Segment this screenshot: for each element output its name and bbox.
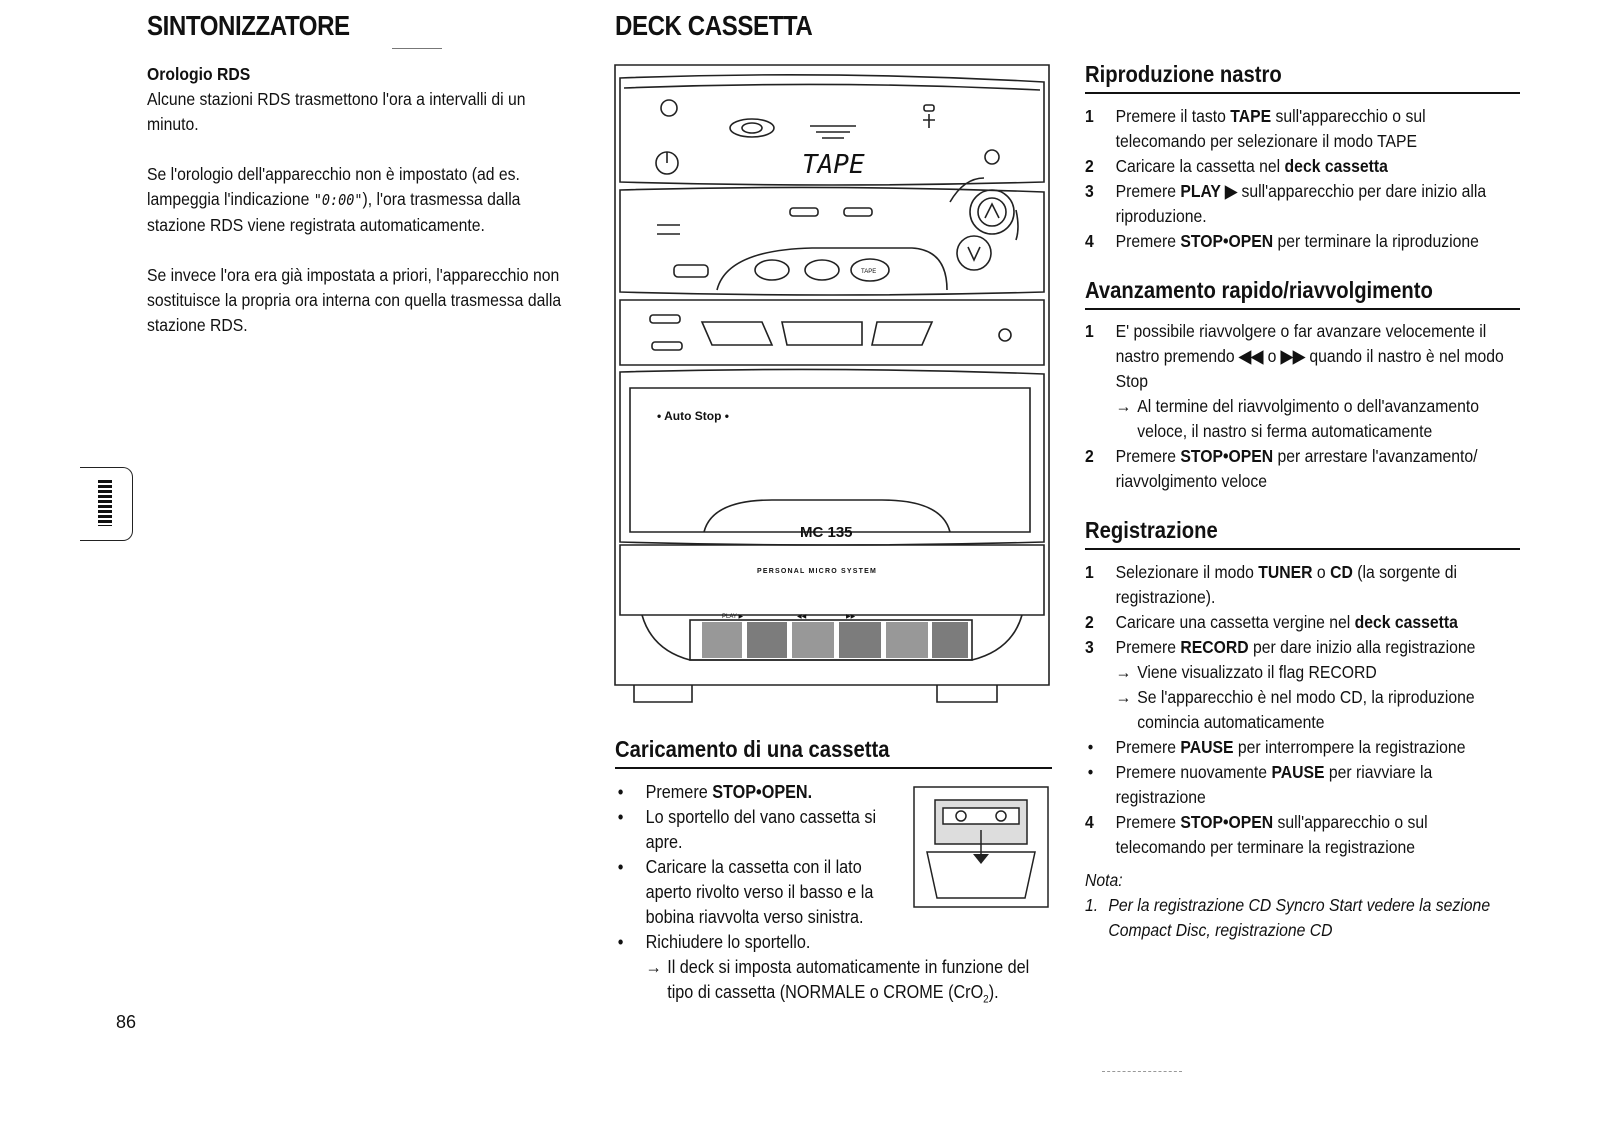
heading-rule xyxy=(1085,92,1520,94)
list-item: 2 Premere STOP•OPEN per arrestare l'avanzamento/ riavvolgimento veloce xyxy=(1085,446,1478,491)
subsection-heading-wind: Avanzamento rapido/riavvolgimento xyxy=(1085,277,1433,303)
heading-rule xyxy=(1085,308,1520,310)
heading-rule xyxy=(615,767,1052,769)
list-item: • Caricare la cassetta con il lato aperto rivolto verso il basso e la bobina riavvolta verso sinistra. xyxy=(617,857,874,927)
rds-clock-subheading: Orologio RDS xyxy=(147,64,251,84)
subsection-heading-loading: Caricamento di una cassetta xyxy=(615,736,890,762)
auto-stop-label: • Auto Stop • xyxy=(657,409,729,423)
recording-instructions xyxy=(1085,560,1517,943)
list-item: 1 Premere il tasto TAPE sull'apparecchio o sul telecomando per selezionare il modo TAPE xyxy=(1085,106,1426,151)
rds-paragraph-1: Alcune stazioni RDS trasmettono l'ora a intervalli di un minuto. xyxy=(147,89,526,134)
list-item: • Premere nuovamente PAUSE per riavviare la registrazione xyxy=(1087,762,1433,807)
subsection-heading-recording: Registrazione xyxy=(1085,517,1218,543)
list-item: 1 E' possibile riavvolgere o far avanzare velocemente il nastro premendo ◀◀ o ▶▶ quando il nastro è nel modo Stop → Al termine del riavvolgimento o dell'avanzamento veloce, il nastro si ferma automaticamente xyxy=(1085,321,1504,441)
tape-button-label: TAPE xyxy=(861,269,877,275)
playback-instructions xyxy=(1085,104,1517,254)
micro-system-illustration xyxy=(612,60,1052,710)
list-item: 4 Premere STOP•OPEN sull'apparecchio o sul telecomando per terminare la registrazione xyxy=(1085,812,1428,857)
list-item: 2 Caricare una cassetta vergine nel deck cassetta xyxy=(1085,612,1458,632)
decorative-dash xyxy=(392,48,442,49)
rds-paragraph-3: Se invece l'ora era già impostata a priori, l'apparecchio non sostituisce la propria ora interna con quella trasmessa dalla stazione RDS. xyxy=(147,265,562,335)
play-key-label: PLAY ▶ xyxy=(722,614,744,620)
list-item: 4 Premere STOP•OPEN per terminare la riproduzione xyxy=(1085,231,1479,251)
list-item: • Lo sportello del vano cassetta si apre. xyxy=(617,807,877,852)
rewind-key-label: ◀◀ xyxy=(797,614,807,620)
subsection-heading-playback: Riproduzione nastro xyxy=(1085,61,1282,87)
clock-display-text: "0:00" xyxy=(313,191,363,209)
decorative-dash xyxy=(1102,1071,1182,1073)
rds-clock-section xyxy=(147,62,579,338)
model-label: MC 135 xyxy=(800,524,853,541)
wind-instructions xyxy=(1085,319,1517,494)
page-number: 86 xyxy=(116,1012,137,1032)
heading-rule xyxy=(1085,548,1520,550)
rds-paragraph-2: Se l'orologio dell'apparecchio non è impostato (ad es. lampeggia l'indicazione "0:00"), l'ora trasmessa dalla stazione RDS viene registrata automaticamente. xyxy=(147,164,521,235)
note-item: 1. Per la registrazione CD Syncro Start vedere la sezione Compact Disc, registrazione CD xyxy=(1085,895,1491,940)
note-label: Nota: xyxy=(1085,870,1123,890)
device-display-text: TAPE xyxy=(802,150,865,180)
list-item: • Premere STOP•OPEN. xyxy=(617,782,813,802)
list-item: • Richiudere lo sportello. → Il deck si imposta automaticamente in funzione del tipo di cassetta (NORMALE o CROME (CrO$_2$). xyxy=(617,932,1030,1006)
language-side-tab xyxy=(80,467,133,541)
forward-key-label: ▶▶ xyxy=(846,614,856,620)
list-item: 3 Premere PLAY ▶ sull'apparecchio per dare inizio alla riproduzione. xyxy=(1085,181,1487,226)
section-heading-cassette-deck: DECK CASSETTA xyxy=(615,10,813,41)
list-item: • Premere PAUSE per interrompere la registrazione xyxy=(1087,737,1466,757)
cassette-insert-diagram xyxy=(913,786,1049,908)
list-item: 3 Premere RECORD per dare inizio alla registrazione → Viene visualizzato il flag RECORD → Se l'apparecchio è nel modo CD, la riproduzione comincia automaticamente xyxy=(1085,637,1476,732)
list-item: 2 Caricare la cassetta nel deck cassetta xyxy=(1085,156,1388,176)
brand-line-label: PERSONAL MICRO SYSTEM xyxy=(757,568,877,575)
section-heading-tuner: SINTONIZZATORE xyxy=(147,10,350,41)
language-tab-label xyxy=(98,480,112,526)
list-item: 1 Selezionare il modo TUNER o CD (la sorgente di registrazione). xyxy=(1085,562,1458,607)
